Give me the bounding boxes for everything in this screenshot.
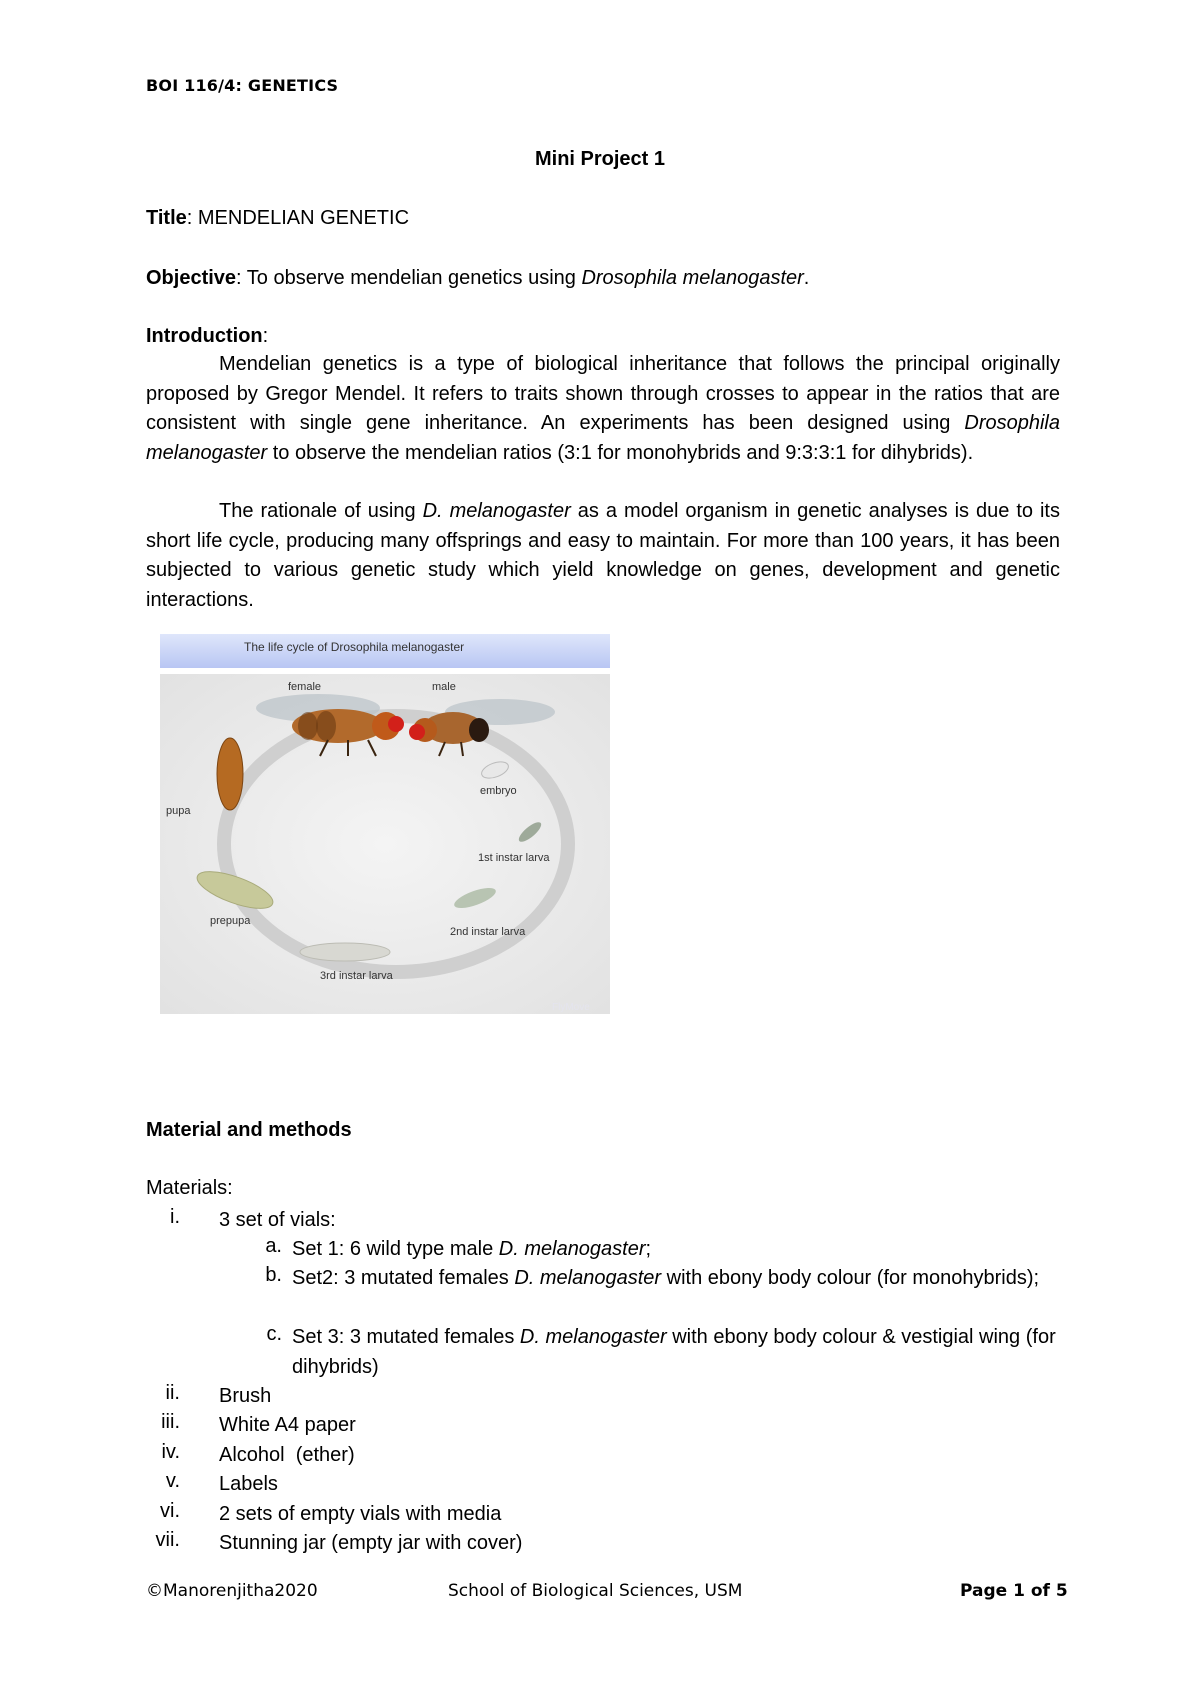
introduction-heading xyxy=(146,325,268,348)
title-line xyxy=(146,207,409,230)
list-item-vii: Stunning jar (empty jar with cover) xyxy=(219,1532,523,1554)
item-a-end: ; xyxy=(645,1238,652,1260)
objective-line xyxy=(146,267,809,290)
life-cycle-figure xyxy=(160,634,610,1014)
figure-title: The life cycle of Drosophila melanogaster xyxy=(244,640,465,654)
label-embryo: embryo xyxy=(480,785,517,797)
label-male: male xyxy=(432,681,456,693)
list-number-ii: ii. xyxy=(165,1382,180,1404)
label-pupa: pupa xyxy=(166,805,191,817)
list-item-b xyxy=(292,1264,1060,1294)
introduction-paragraph-2 xyxy=(146,497,1060,615)
item-b-species: D. melanogaster xyxy=(514,1267,662,1289)
pupa-shape xyxy=(217,738,243,810)
label-female: female xyxy=(288,681,322,693)
section-heading-materials-methods: Material and methods xyxy=(146,1119,352,1141)
intro-p2-species: D. melanogaster xyxy=(422,500,571,522)
third-instar-shape xyxy=(300,943,390,961)
list-number-iii: iii. xyxy=(161,1411,180,1433)
list-number-v: v. xyxy=(165,1470,180,1492)
intro-p2-text-a: The rationale of using xyxy=(219,500,423,522)
introduction-paragraph-1 xyxy=(146,350,1060,468)
item-b-text-end: with ebony body colour (for monohybrids); xyxy=(661,1267,1040,1289)
list-item-vi: 2 sets of empty vials with media xyxy=(219,1503,502,1525)
label-second-instar: 2nd instar larva xyxy=(450,926,526,938)
title-label: Title xyxy=(146,207,187,229)
label-first-instar: 1st instar larva xyxy=(478,852,550,864)
list-item-ii: Brush xyxy=(219,1385,272,1407)
list-number-vi: vi. xyxy=(160,1500,180,1522)
list-item-i: 3 set of vials: xyxy=(219,1209,336,1231)
objective-end: . xyxy=(803,267,810,289)
objective-label: Objective xyxy=(146,267,237,289)
title-value: : MENDELIAN GENETIC xyxy=(186,207,410,229)
figure-watermark: FlyMove xyxy=(552,1002,590,1013)
item-c-text-end: with ebony body colour & vestigial wing (for dihybrids) xyxy=(292,1326,1056,1378)
item-c-species: D. melanogaster xyxy=(519,1326,667,1348)
list-number-iv: iv. xyxy=(161,1441,180,1463)
introduction-label: Introduction xyxy=(146,325,263,347)
intro-p1-text-b: to observe the mendelian ratios (3:1 for monohybrids and 9:3:3:1 for dihybrids). xyxy=(267,441,974,464)
item-a-text: Set 1: 6 wild type male xyxy=(292,1238,499,1260)
item-b-text: Set2: 3 mutated females xyxy=(292,1267,515,1289)
list-number-i: i. xyxy=(170,1206,180,1228)
intro-p1-species: Drosophila melanogaster xyxy=(146,412,1060,464)
materials-label: Materials: xyxy=(146,1177,233,1199)
list-letter-c: c. xyxy=(266,1323,282,1345)
list-item-a xyxy=(292,1235,651,1265)
item-a-species: D. melanogaster xyxy=(498,1238,646,1260)
list-item-c xyxy=(292,1323,1060,1382)
objective-species: Drosophila melanogaster xyxy=(581,267,804,289)
list-letter-b: b. xyxy=(265,1264,282,1286)
page-header: BOI 116/4: GENETICS xyxy=(146,76,339,95)
objective-text: : To observe mendelian genetics using xyxy=(236,267,582,289)
footer-school: School of Biological Sciences, USM xyxy=(448,1581,743,1601)
list-item-v: Labels xyxy=(219,1473,278,1495)
intro-p2-text-b: as a model organism in genetic analyses is due to its short life cycle, producing many offsprings and easy to maintain. For more than 100 years, it has been subjected to various genetic study which yield knowledge on genes, development and genetic interactions. xyxy=(146,500,1060,611)
footer-page-number: Page 1 of 5 xyxy=(960,1581,1068,1601)
label-prepupa: prepupa xyxy=(210,915,251,927)
list-item-iv: Alcohol (ether) xyxy=(219,1444,355,1466)
list-number-vii: vii. xyxy=(155,1529,180,1551)
label-third-instar: 3rd instar larva xyxy=(320,970,393,982)
footer-copyright: ©Manorenjitha2020 xyxy=(146,1581,318,1601)
document-title: Mini Project 1 xyxy=(534,148,666,170)
intro-p1-text-a: Mendelian genetics is a type of biological inheritance that follows the principal originally proposed by Gregor Mendel. It refers to traits shown through crosses to appear in the ratios that are consistent with single gene inheritance. An experiments has been designed using xyxy=(146,353,1060,434)
introduction-colon: : xyxy=(262,325,269,347)
item-c-text: Set 3: 3 mutated females xyxy=(292,1326,520,1348)
list-letter-a: a. xyxy=(265,1235,282,1257)
list-item-iii: White A4 paper xyxy=(219,1414,356,1436)
